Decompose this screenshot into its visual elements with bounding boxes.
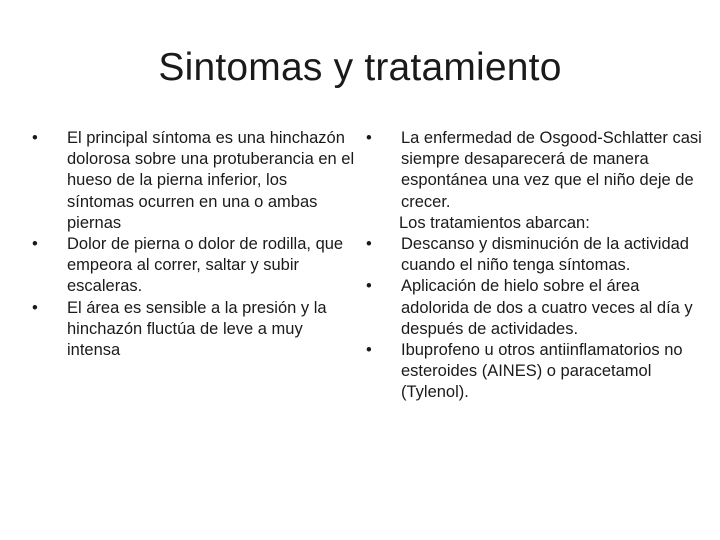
list-item-text: Ibuprofeno u otros antiinflamatorios no esteroides (AINES) o paracetamol (Tylenol). — [401, 341, 683, 402]
list-item-text: El principal síntoma es una hinchazón dolorosa sobre una protuberancia en el hueso de la pierna inferior, los síntomas ocurren en una o ambas piernas — [67, 129, 355, 232]
bullet-icon: • — [366, 277, 372, 296]
bullet-icon: • — [366, 341, 372, 360]
list-item — [32, 298, 358, 362]
list-item — [32, 234, 358, 298]
right-bullet-list-top — [366, 128, 706, 213]
bullet-icon: • — [366, 129, 372, 147]
treatments-list — [366, 234, 706, 404]
bullet-icon: • — [32, 235, 38, 254]
list-item — [32, 128, 358, 234]
left-column — [32, 128, 358, 361]
bullet-icon: • — [32, 298, 38, 317]
list-item-text: La enfermedad de Osgood-Schlatter casi siempre desaparecerá de manera espontánea una vez que el niño deje de crecer. — [401, 129, 702, 211]
list-item-text: Descanso y disminución de la actividad cuando el niño tenga síntomas. — [401, 235, 689, 275]
bullet-icon: • — [366, 235, 372, 254]
left-bullet-list — [32, 128, 358, 361]
slide-title: Sintomas y tratamiento — [158, 46, 562, 89]
right-column — [366, 128, 706, 404]
treatments-intro: Los tratamientos abarcan: — [399, 213, 590, 232]
bullet-icon: • — [32, 129, 38, 147]
list-item — [366, 128, 706, 213]
list-item-text: El área es sensible a la presión y la hinchazón fluctúa de leve a muy intensa — [67, 298, 327, 360]
list-item — [366, 276, 706, 340]
list-item-text: Dolor de pierna o dolor de rodilla, que empeora al correr, saltar y subir escaleras. — [67, 235, 344, 296]
list-item — [366, 340, 706, 404]
list-item — [366, 234, 706, 276]
list-item-text: Aplicación de hielo sobre el área adolorida de dos a cuatro veces al día y después de actividades. — [401, 277, 693, 338]
